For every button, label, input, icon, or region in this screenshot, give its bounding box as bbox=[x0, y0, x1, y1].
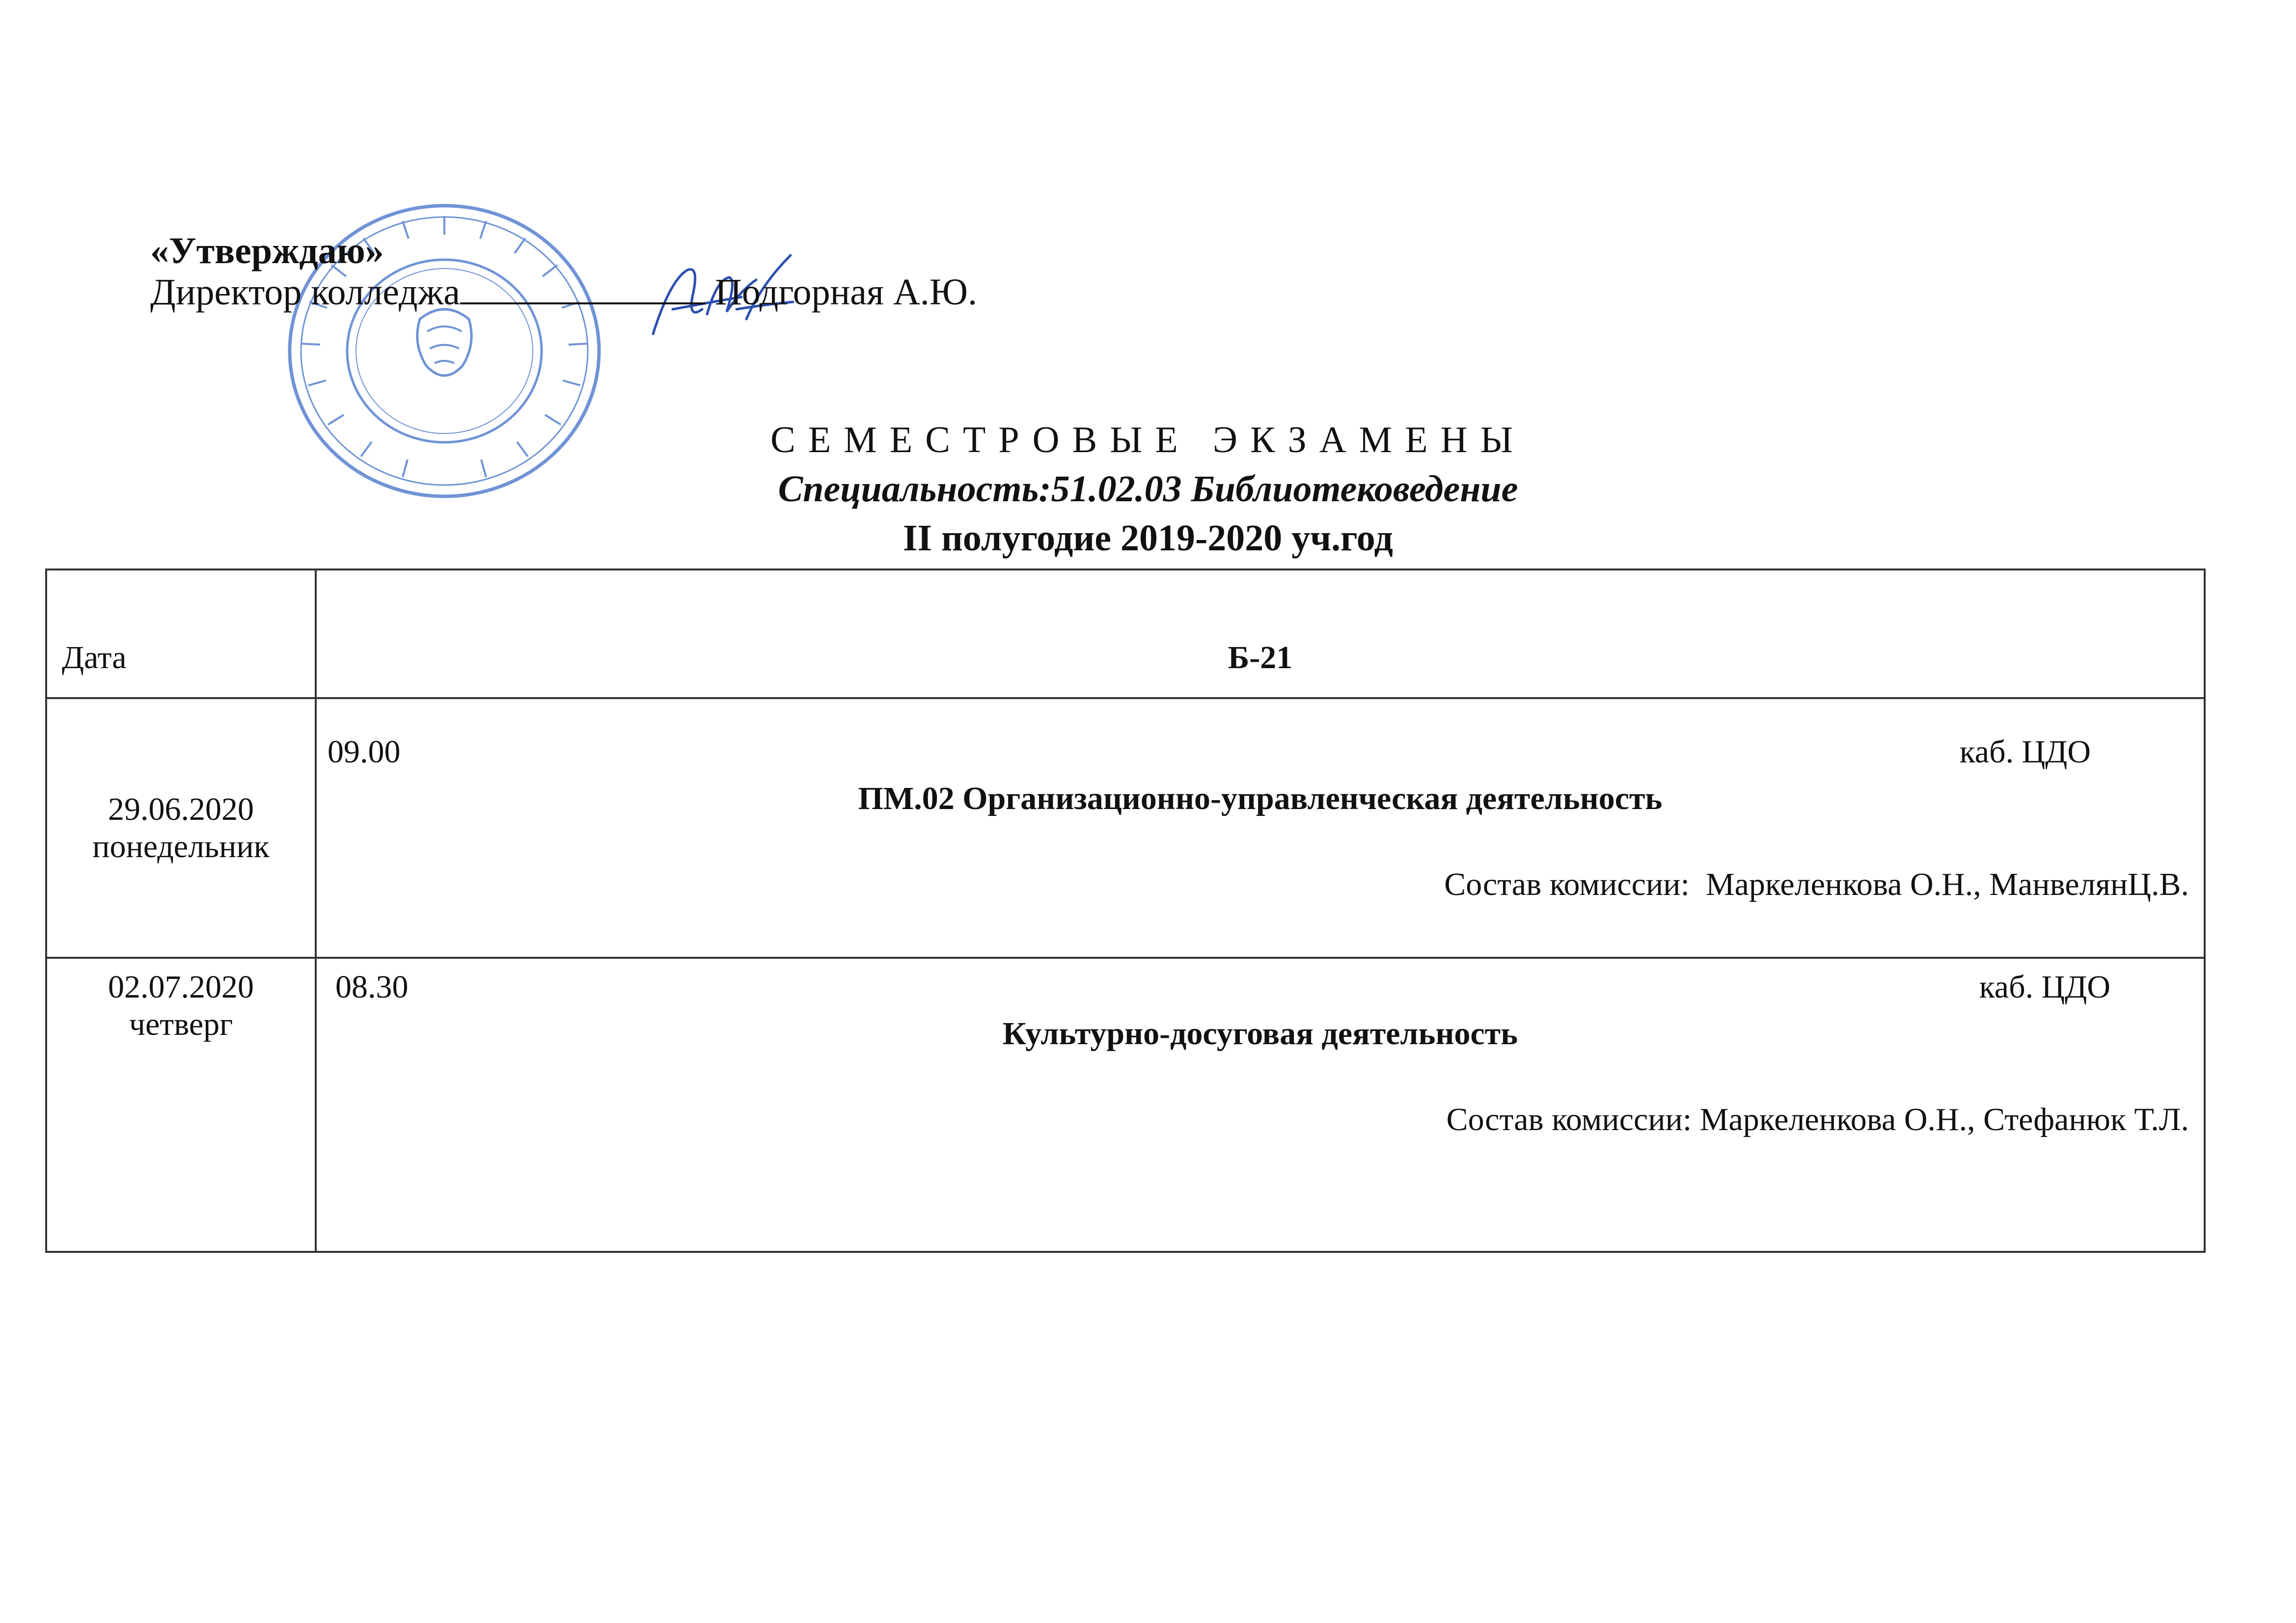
exam-commission: Состав комиссии: Маркеленкова О.Н., Стефанюк Т.Л. bbox=[1446, 1102, 2189, 1137]
exam-date: 02.07.2020 bbox=[108, 969, 254, 1005]
exam-weekday: четверг bbox=[129, 1006, 233, 1042]
exam-time: 09.00 bbox=[328, 734, 401, 770]
table-header-row bbox=[46, 569, 2205, 698]
exam-cell bbox=[316, 958, 2205, 1252]
exam-subject: ПМ.02 Организационно-управленческая деятельность bbox=[858, 781, 1663, 816]
term-line: II полугодие 2019-2020 уч.год bbox=[902, 517, 1394, 559]
document-title: СЕМЕСТРОВЫЕ ЭКЗАМЕНЫ bbox=[770, 419, 1526, 460]
exam-schedule-table bbox=[45, 568, 2206, 1253]
specialty-line: Специальность:51.02.03 Библиотековедение bbox=[778, 468, 1518, 510]
exam-commission: Состав комиссии: Маркеленкова О.Н., МанвелянЦ.В. bbox=[1444, 866, 2189, 902]
header-date: Дата bbox=[46, 569, 316, 698]
approval-block bbox=[150, 231, 977, 313]
table-row bbox=[46, 698, 2205, 958]
exam-cell bbox=[316, 698, 2205, 958]
exam-room: каб. ЦДО bbox=[1979, 969, 2110, 1005]
exam-subject: Культурно-досуговая деятельность bbox=[1002, 1016, 1518, 1052]
exam-weekday: понедельник bbox=[92, 828, 270, 865]
director-name: Подгорная А.Ю. bbox=[714, 271, 977, 313]
approval-line bbox=[150, 272, 977, 313]
director-position: Директор колледжа bbox=[150, 271, 460, 313]
approval-heading: «Утверждаю» bbox=[150, 230, 384, 271]
date-cell bbox=[46, 958, 316, 1252]
exam-time: 08.30 bbox=[335, 969, 409, 1005]
signature-line bbox=[460, 272, 706, 304]
exam-room: каб. ЦДО bbox=[1959, 734, 2091, 770]
header-group: Б-21 bbox=[316, 569, 2205, 698]
table-row bbox=[46, 958, 2205, 1252]
exam-date: 29.06.2020 bbox=[108, 791, 254, 827]
date-cell bbox=[46, 698, 316, 958]
